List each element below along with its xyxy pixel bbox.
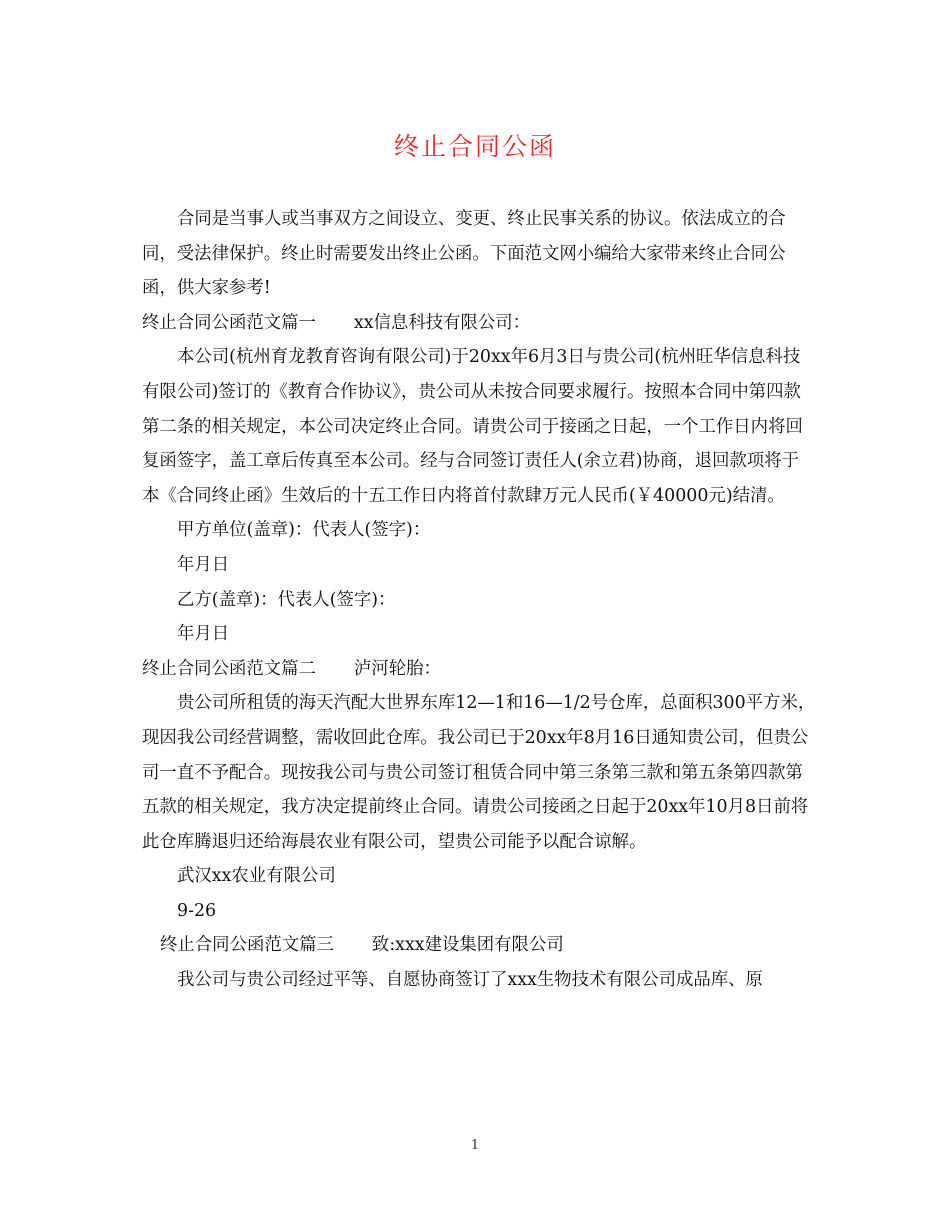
sample1-body: 本公司(杭州育龙教育咨询有限公司)于20xx年6月3日与贵公司(杭州旺华信息科技有限公司)签订的《教育合作协议》，贵公司从未按合同要求履行。按照本合同中第四款第二条的相关规定，本公司决定终止合同。请贵公司于接函之日起，一个工作日内将回复函签字，盖工章后传真至本公司。经与合同签订责任人(余立君)协商，退回款项将于本《合同终止函》生效后的十五工作日内将首付款肆万元人民币(￥40000元)结清。 [142,347,803,506]
sample3-heading: 终止合同公函范文篇三 [160,935,334,956]
sample1-heading-line [142,306,816,341]
document-body [142,202,816,998]
sample2-date: 9-26 [177,900,217,921]
sample2-addressee: 泸河轮胎： [353,658,441,679]
sample3-body: 我公司与贵公司经过平等、自愿协商签订了xxx生物技术有限公司成品库、原 [177,970,763,991]
sample2-heading-line [142,652,816,687]
sample2-heading: 终止合同公函范文篇二 [142,658,316,679]
page-title: 终止合同公函 [393,132,556,161]
sample3-heading-line [142,928,816,963]
sample1-date-b: 年月日 [177,624,230,645]
sample1-date-a: 年月日 [177,554,230,575]
sample2-body: 贵公司所租赁的海天汽配大世界东库12—1和16—1/2号仓库，总面积300平方米，现因我公司经营调整，需收回此仓库。我公司已于20xx年8月16日通知贵公司，但贵公司一直不予配合。现按我公司与贵公司签订租赁合同中第三条第三款和第五条第四款第五款的相关规定，我方决定提前终止合同。请贵公司接函之日起于20xx年10月8日前将此仓库腾退归还给海晨农业有限公司，望贵公司能予以配合谅解。 [142,693,816,852]
sample3-addressee: 致:xxx建设集团有限公司 [371,935,564,956]
sample1-addressee: xx信息科技有限公司： [353,312,531,333]
intro-paragraph: 合同是当事人或当事双方之间设立、变更、终止民事关系的协议。依法成立的合同，受法律保护。终止时需要发出终止公函。下面范文网小编给大家带来终止合同公函，供大家参考! [142,209,786,299]
page-number: 1 [470,1138,480,1153]
sample1-heading: 终止合同公函范文篇一 [142,312,316,333]
sample1-party-a: 甲方单位(盖章)：代表人(签字)： [177,520,431,541]
sample2-signature: 武汉xx农业有限公司 [177,866,336,887]
sample1-party-b: 乙方(盖章)：代表人(签字)： [177,589,396,610]
